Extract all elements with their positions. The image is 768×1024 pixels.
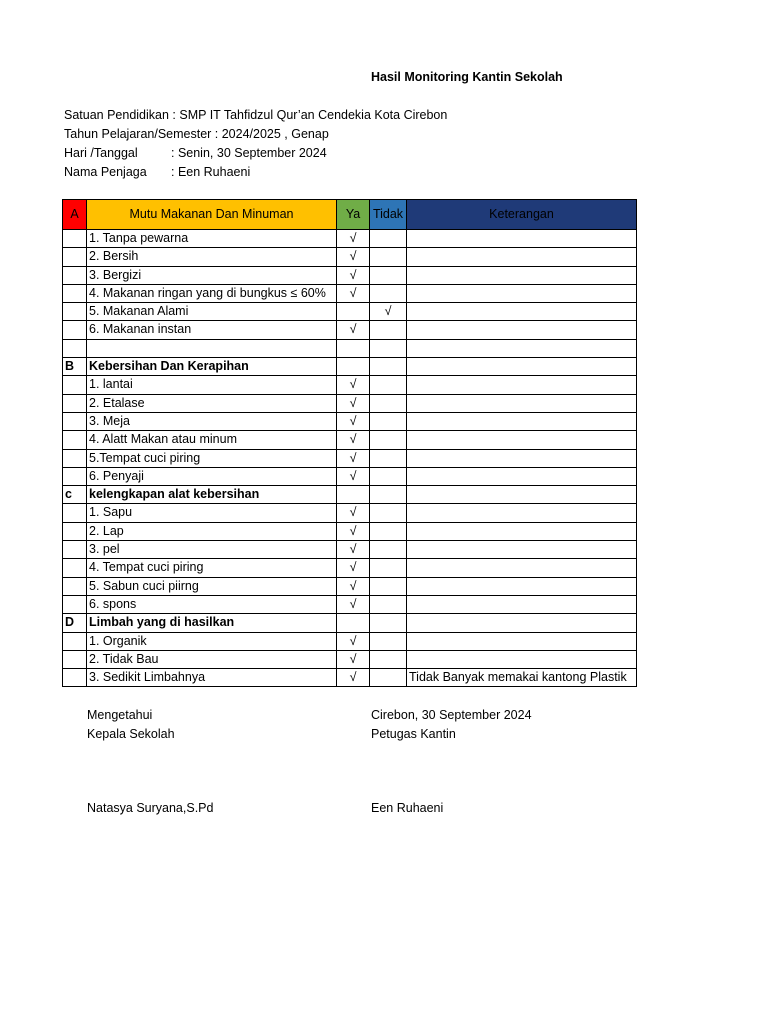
header-tidak: Tidak — [370, 200, 407, 230]
row-label: 5. Makanan Alami — [87, 303, 337, 321]
table-row — [63, 321, 637, 339]
row-code — [63, 650, 87, 668]
info-tahun — [64, 125, 447, 144]
row-label: 6. Makanan instan — [87, 321, 337, 339]
row-ya-check: √ — [337, 577, 370, 595]
row-ya-check: √ — [337, 650, 370, 668]
table-row — [63, 412, 637, 430]
row-ya-check: √ — [337, 522, 370, 540]
row-label: 5. Sabun cuci piirng — [87, 577, 337, 595]
row-keterangan — [407, 504, 637, 522]
table-row — [63, 394, 637, 412]
sign-left-line2: Kepala Sekolah — [87, 727, 175, 741]
row-code — [63, 431, 87, 449]
row-code — [63, 559, 87, 577]
row-tidak-check — [370, 412, 407, 430]
document-title: Hasil Monitoring Kantin Sekolah — [371, 70, 563, 84]
monitoring-table-body — [63, 200, 637, 687]
header-code: A — [63, 200, 87, 230]
row-code: B — [63, 358, 87, 376]
row-tidak-check — [370, 467, 407, 485]
row-keterangan — [407, 230, 637, 248]
row-keterangan — [407, 614, 637, 632]
row-tidak-check — [370, 431, 407, 449]
table-row — [63, 559, 637, 577]
row-keterangan — [407, 303, 637, 321]
table-row — [63, 632, 637, 650]
info-hari-label: Hari /Tanggal — [64, 146, 138, 160]
row-code — [63, 266, 87, 284]
row-ya-check: √ — [337, 284, 370, 302]
row-keterangan — [407, 577, 637, 595]
row-keterangan — [407, 394, 637, 412]
row-code — [63, 577, 87, 595]
info-satuan-text: Satuan Pendidikan : SMP IT Tahfidzul Qur’an Cendekia Kota Cirebon — [64, 108, 448, 122]
info-block — [64, 106, 447, 182]
info-penjaga-value: : Een Ruhaeni — [171, 165, 251, 179]
row-label: 1. Sapu — [87, 504, 337, 522]
row-tidak-check — [370, 669, 407, 687]
info-satuan — [64, 106, 447, 125]
row-keterangan — [407, 412, 637, 430]
row-keterangan — [407, 559, 637, 577]
row-label: 4. Tempat cuci piring — [87, 559, 337, 577]
table-row — [63, 522, 637, 540]
table-row — [63, 230, 637, 248]
row-label: 2. Lap — [87, 522, 337, 540]
row-code — [63, 303, 87, 321]
row-label: 4. Makanan ringan yang di bungkus ≤ 60% — [87, 284, 337, 302]
header-mutu: Mutu Makanan Dan Minuman — [87, 200, 337, 230]
row-tidak-check — [370, 486, 407, 504]
row-label: 6. Penyaji — [87, 467, 337, 485]
row-tidak-check — [370, 559, 407, 577]
row-code — [63, 248, 87, 266]
row-keterangan — [407, 650, 637, 668]
row-keterangan — [407, 449, 637, 467]
sign-right-name: Een Ruhaeni — [371, 801, 444, 815]
row-ya-check: √ — [337, 394, 370, 412]
row-keterangan — [407, 467, 637, 485]
row-tidak-check — [370, 394, 407, 412]
row-tidak-check — [370, 504, 407, 522]
table-row — [63, 486, 637, 504]
table-row — [63, 595, 637, 613]
table-row — [63, 339, 637, 357]
row-ya-check: √ — [337, 669, 370, 687]
row-tidak-check — [370, 541, 407, 559]
row-label: 1. Organik — [87, 632, 337, 650]
row-ya-check — [337, 339, 370, 357]
row-keterangan: Tidak Banyak memakai kantong Plastik — [407, 669, 637, 687]
row-label: kelengkapan alat kebersihan — [87, 486, 337, 504]
row-tidak-check — [370, 632, 407, 650]
row-tidak-check — [370, 284, 407, 302]
table-row — [63, 358, 637, 376]
row-tidak-check — [370, 266, 407, 284]
row-code — [63, 595, 87, 613]
table-row — [63, 376, 637, 394]
row-code — [63, 284, 87, 302]
row-tidak-check — [370, 321, 407, 339]
row-keterangan — [407, 541, 637, 559]
row-ya-check: √ — [337, 431, 370, 449]
table-row — [63, 303, 637, 321]
table-row — [63, 541, 637, 559]
row-ya-check: √ — [337, 266, 370, 284]
row-ya-check: √ — [337, 248, 370, 266]
row-keterangan — [407, 339, 637, 357]
row-tidak-check — [370, 614, 407, 632]
row-code — [63, 376, 87, 394]
sign-left-name: Natasya Suryana,S.Pd — [87, 801, 214, 815]
row-ya-check: √ — [337, 467, 370, 485]
row-keterangan — [407, 376, 637, 394]
row-label: 2. Bersih — [87, 248, 337, 266]
row-tidak-check — [370, 358, 407, 376]
table-row — [63, 266, 637, 284]
table-header-row — [63, 200, 637, 230]
row-ya-check: √ — [337, 376, 370, 394]
row-tidak-check — [370, 522, 407, 540]
header-keterangan: Keterangan — [407, 200, 637, 230]
row-code — [63, 394, 87, 412]
row-code — [63, 522, 87, 540]
row-label: 6. spons — [87, 595, 337, 613]
table-row — [63, 467, 637, 485]
row-code — [63, 669, 87, 687]
row-tidak-check — [370, 248, 407, 266]
row-tidak-check — [370, 595, 407, 613]
table-row — [63, 504, 637, 522]
row-keterangan — [407, 248, 637, 266]
row-ya-check: √ — [337, 321, 370, 339]
row-ya-check: √ — [337, 449, 370, 467]
row-ya-check: √ — [337, 559, 370, 577]
row-keterangan — [407, 431, 637, 449]
info-hari-value: : Senin, 30 September 2024 — [171, 146, 327, 160]
row-tidak-check — [370, 449, 407, 467]
row-label: 1. lantai — [87, 376, 337, 394]
row-label: 2. Etalase — [87, 394, 337, 412]
info-tahun-text: Tahun Pelajaran/Semester : 2024/2025 , Genap — [64, 127, 329, 141]
sign-right-line1: Cirebon, 30 September 2024 — [371, 708, 532, 722]
table-row — [63, 577, 637, 595]
row-label: Kebersihan Dan Kerapihan — [87, 358, 337, 376]
row-keterangan — [407, 632, 637, 650]
row-tidak-check — [370, 230, 407, 248]
row-tidak-check — [370, 376, 407, 394]
table-row — [63, 431, 637, 449]
row-ya-check: √ — [337, 504, 370, 522]
row-ya-check: √ — [337, 541, 370, 559]
row-label: 4. Alatt Makan atau minum — [87, 431, 337, 449]
info-penjaga — [64, 163, 447, 182]
row-keterangan — [407, 284, 637, 302]
row-ya-check: √ — [337, 230, 370, 248]
row-code — [63, 449, 87, 467]
row-code — [63, 504, 87, 522]
row-code — [63, 541, 87, 559]
row-label: Limbah yang di hasilkan — [87, 614, 337, 632]
row-label: 3. pel — [87, 541, 337, 559]
info-penjaga-label: Nama Penjaga — [64, 165, 147, 179]
row-code: c — [63, 486, 87, 504]
row-keterangan — [407, 595, 637, 613]
row-ya-check: √ — [337, 412, 370, 430]
row-code — [63, 321, 87, 339]
row-keterangan — [407, 266, 637, 284]
table-row — [63, 650, 637, 668]
row-label: 3. Sedikit Limbahnya — [87, 669, 337, 687]
row-tidak-check — [370, 650, 407, 668]
header-ya: Ya — [337, 200, 370, 230]
row-label: 3. Meja — [87, 412, 337, 430]
table-row — [63, 248, 637, 266]
row-keterangan — [407, 358, 637, 376]
sign-right-line2: Petugas Kantin — [371, 727, 456, 741]
row-keterangan — [407, 486, 637, 504]
row-ya-check: √ — [337, 595, 370, 613]
row-keterangan — [407, 321, 637, 339]
table-row — [63, 669, 637, 687]
row-tidak-check — [370, 339, 407, 357]
row-code — [63, 230, 87, 248]
sign-left-line1: Mengetahui — [87, 708, 153, 722]
table-row — [63, 614, 637, 632]
row-tidak-check — [370, 577, 407, 595]
row-code — [63, 339, 87, 357]
row-code — [63, 632, 87, 650]
row-label: 3. Bergizi — [87, 266, 337, 284]
row-ya-check — [337, 303, 370, 321]
row-code: D — [63, 614, 87, 632]
row-code — [63, 412, 87, 430]
row-keterangan — [407, 522, 637, 540]
row-tidak-check: √ — [370, 303, 407, 321]
row-label: 5.Tempat cuci piring — [87, 449, 337, 467]
monitoring-table — [62, 199, 637, 687]
row-ya-check — [337, 614, 370, 632]
info-hari — [64, 144, 447, 163]
row-label — [87, 339, 337, 357]
row-ya-check: √ — [337, 632, 370, 650]
row-label: 1. Tanpa pewarna — [87, 230, 337, 248]
row-ya-check — [337, 358, 370, 376]
table-row — [63, 449, 637, 467]
row-code — [63, 467, 87, 485]
row-label: 2. Tidak Bau — [87, 650, 337, 668]
table-row — [63, 284, 637, 302]
row-ya-check — [337, 486, 370, 504]
